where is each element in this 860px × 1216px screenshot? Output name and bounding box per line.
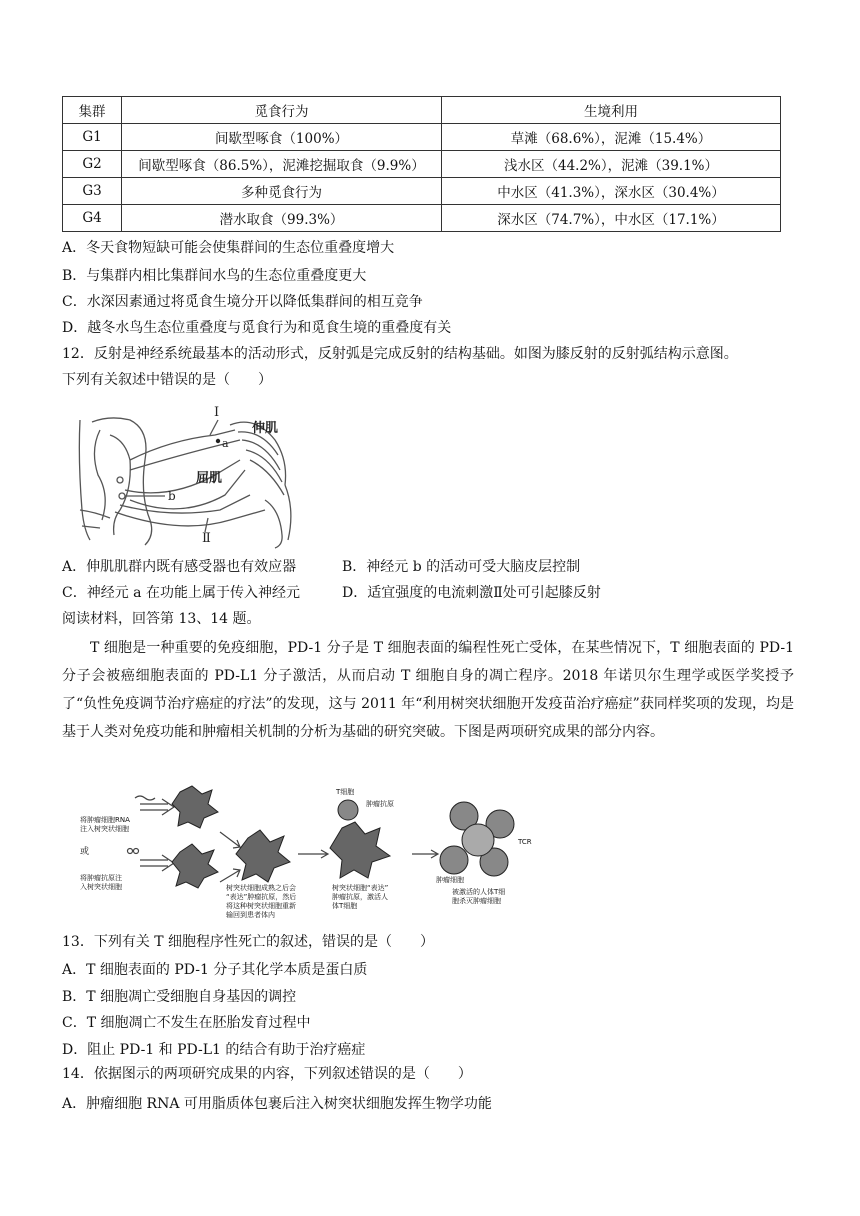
table-cell: 潜水取食（99.3%） [122, 205, 442, 232]
figure-label-II: Ⅱ [202, 531, 211, 546]
fig2-label-rna: 将肿瘤细胞RNA 注入树突状细胞 [80, 816, 130, 833]
q13-stem: 13．下列有关 T 细胞程序性死亡的叙述，错误的是（ ） [62, 934, 435, 950]
table-cell: G3 [63, 178, 122, 205]
table-cell: 深水区（74.7%），中水区（17.1%） [442, 205, 781, 232]
table-row [63, 151, 781, 178]
q13-option-a: A．T 细胞表面的 PD-1 分子其化学本质是蛋白质 [62, 962, 368, 978]
q12-option-d: D．适宜强度的电流刺激Ⅱ处可引起膝反射 [342, 585, 601, 601]
fig2-label-tumor-antigen: 肿瘤抗原 [366, 800, 394, 808]
table-header: 觅食行为 [122, 97, 442, 124]
table-cell: 中水区（41.3%），深水区（30.4%） [442, 178, 781, 205]
table-header: 集群 [63, 97, 122, 124]
fig2-label-mature: 树突状细胞成熟之后会 “表达”肿瘤抗原，然后 将这种树突状细胞重新 输回到患者体内 [226, 884, 297, 919]
table-row [63, 178, 781, 205]
q12-stem-line2: 下列有关叙述中错误的是（ ） [62, 372, 272, 388]
table-cell: 多种觅食行为 [122, 178, 442, 205]
fig2-label-tumor-cell: 肿瘤细胞 [436, 876, 464, 884]
q12-option-c: C．神经元 a 在功能上属于传入神经元 [62, 585, 300, 601]
q11-option-c: C．水深因素通过将觅食生境分开以降低集群间的相互竞争 [62, 294, 423, 310]
table-row [63, 205, 781, 232]
data-table [62, 96, 781, 232]
reading-passage [62, 634, 794, 746]
table-header: 生境利用 [442, 97, 781, 124]
dendritic-cell-figure [80, 782, 540, 922]
figure-label-b: b [168, 489, 176, 503]
fig2-label-tcell: T细胞 [336, 788, 355, 796]
figure-label-extensor: 伸肌 [252, 421, 279, 436]
figure-label-a: a [222, 437, 229, 450]
q13-option-b: B．T 细胞凋亡受细胞自身基因的调控 [62, 989, 297, 1005]
q11-option-d: D．越冬水鸟生态位重叠度与觅食行为和觅食生境的重叠度有关 [62, 320, 452, 336]
reading-passage-text: T 细胞是一种重要的免疫细胞，PD-1 分子是 T 细胞表面的编程性死亡受体，在某些情况下，T 细胞表面的 PD-1 分子会被癌细胞表面的 PD-L1 分子激活，从而启动 T 细胞自身的凋亡程序。2018 年诺贝尔生理学或医学奖授予了“负性免疫调节治疗癌症的疗法”的发现，这与 2011 年“利用树突状细胞开发疫苗治疗癌症”获同样奖项的发现，均是基于人类对免疫功能和肿瘤相关机制的分析为基础的研究突破。下图是两项研究成果的部分内容。 [62, 640, 794, 740]
fig2-label-tcr: TCR [518, 838, 532, 846]
table-header-row [63, 97, 781, 124]
q11-option-b: B．与集群内相比集群间水鸟的生态位重叠度更大 [62, 268, 367, 284]
q12-options-row2 [62, 583, 601, 603]
table-cell: G4 [63, 205, 122, 232]
q12-option-a: A．伸肌肌群内既有感受器也有效应器 [62, 559, 297, 575]
q14-option-a: A．肿瘤细胞 RNA 可用脂质体包裹后注入树突状细胞发挥生物学功能 [62, 1096, 492, 1112]
q14-stem: 14．依据图示的两项研究成果的内容，下列叙述错误的是（ ） [62, 1066, 472, 1082]
table-cell: 间歇型啄食（100%） [122, 124, 442, 151]
q11-option-a: A．冬天食物短缺可能会使集群间的生态位重叠度增大 [62, 240, 395, 256]
table-cell: 间歇型啄食（86.5%），泥滩挖掘取食（9.9%） [122, 151, 442, 178]
reading-intro: 阅读材料，回答第 13、14 题。 [62, 611, 261, 627]
fig2-label-present: 树突状细胞“表达” 肿瘤抗原，激活人 体T细胞 [332, 884, 389, 910]
q12-stem-line1: 12．反射是神经系统最基本的活动形式，反射弧是完成反射的结构基础。如图为膝反射的反射弧结构示意图。 [62, 346, 738, 362]
table-cell: 草滩（68.6%），泥滩（15.4%） [442, 124, 781, 151]
table-row [63, 124, 781, 151]
q13-option-d: D．阻止 PD-1 和 PD-L1 的结合有助于治疗癌症 [62, 1042, 366, 1058]
fig2-label-or: 或 [80, 847, 90, 857]
q12-option-b: B．神经元 b 的活动可受大脑皮层控制 [342, 559, 581, 575]
figure-label-flexor: 屈肌 [196, 471, 223, 486]
figure-label-I: I [214, 405, 220, 420]
table-cell: G1 [63, 124, 122, 151]
table-cell: 浅水区（44.2%），泥滩（39.1%） [442, 151, 781, 178]
q13-option-c: C．T 细胞凋亡不发生在胚胎发育过程中 [62, 1015, 311, 1031]
fig2-label-antigen: 将肿瘤抗原注 入树突状细胞 [80, 874, 122, 891]
fig2-label-kill: 被激活的人体T细 胞杀灭肿瘤细胞 [452, 888, 506, 905]
reflex-arc-figure [70, 400, 300, 550]
table-cell: G2 [63, 151, 122, 178]
q12-options-row1 [62, 557, 580, 577]
